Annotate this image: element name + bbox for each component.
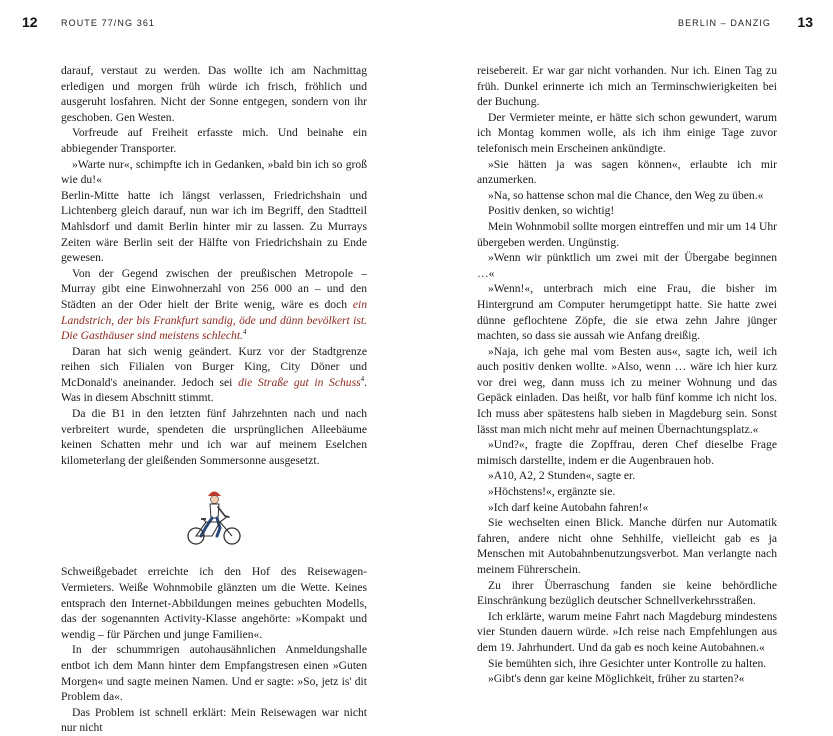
paragraph: In der schummrigen autohausähnlichen Anmeldungshalle entbot ich dem Mann hinter dem Empfangstresen einen »Guten Morgen« und sagte meinen Namen. Und er sagte: »So, jetz is' dit Problem da«.: [61, 643, 367, 704]
paragraph: »Und?«, fragte die Zopffrau, deren Chef dieselbe Frage mimisch darstellte, indem er die Augenbrauen hob.: [477, 438, 777, 467]
right-body-text: [477, 63, 777, 687]
page-number-right: 13: [797, 14, 813, 30]
paragraph: »Höchstens!«, ergänzte sie.: [488, 485, 616, 499]
paragraph: reisebereit. Er war gar nicht vorhanden. Nur ich. Einen Tag zu früh. Dunkel erinnerte ich mich an Terminschwierigkeiten bei der Buchung.: [477, 64, 777, 109]
paragraph: »Na, so hattense schon mal die Chance, den Weg zu üben.«: [488, 188, 764, 202]
left-body-text: [61, 63, 367, 736]
paragraph: Ich erklärte, warum meine Fahrt nach Magdeburg mindestens vier Stunden dauern würde. »Ich reise nach Empfehlungen aus dem 19. Jahrhundert. Und da gab es noch keine Autobahnen.«: [477, 609, 777, 654]
paragraph: Da die B1 in den letzten fünf Jahrzehnten nach und nach verbreitert wurde, spendeten die ursprünglichen Alleebäume keinen Schatten mehr und ich war auf meinem Eselchen kilometerlang der gleißenden Sommersonne ausgesetzt.: [61, 407, 367, 467]
footnote-marker: 4: [360, 375, 365, 384]
paragraph-with-quote: [61, 344, 367, 406]
paragraph: Sie wechselten einen Blick. Manche dürfen nur Automatik fahren, andere nicht ohne Sehhilfe, vielleicht gab es ja Menschen mit Autobahnbenutzungsverbot. Man verlangte nach meinem Führerschein.: [477, 516, 777, 576]
paragraph-text: Von der Gegend zwischen der preußischen Metropole – Murray gibt eine Einwohnerzahl von 256 000 an – und den Städten an der Oder hielt der Brite wenig, wäre es doch: [61, 266, 367, 311]
paragraph: »Warte nur«, schimpfte ich in Gedanken, »bald bin ich so groß wie du!«: [61, 157, 367, 187]
page-number-left: 12: [22, 14, 38, 30]
paragraph: »Wenn!«, unterbrach mich eine Frau, die bisher im Hintergrund am Computer herumgetippt hatte. Sie hatte zwei dünne geflochtene Zöpfe, die sie etwa zehn Jahre jünger machten, so dass sie aussah wie Anfang dreißig.: [477, 282, 777, 343]
paragraph-text: . Was in diesem Abschnitt stimmt.: [61, 375, 368, 405]
paragraph: Zu ihrer Überraschung fanden sie keine behördliche Einschränkung bezüglich deutscher Schnellverkehrsstraßen.: [477, 578, 777, 608]
paragraph: Das Problem ist schnell erklärt: Mein Reisewagen war nicht nur nicht: [61, 705, 367, 735]
murray-quote: ein Landstrich, der bis Frankfurt sandig, öde und dünn bevölkert ist. Die Gasthäuser sind meistens schlecht.: [61, 297, 367, 343]
paragraph: »A10, A2, 2 Stunden«, sagte er.: [488, 469, 636, 483]
paragraph: darauf, verstaut zu werden. Das wollte ich am Nachmittag erledigen und morgen früh würde ich frisch, fröhlich und ausgeruht losfahren. Nicht der Sonne entgegen, sondern von ihr geschoben. Gen Westen.: [61, 64, 367, 124]
paragraph: Sie bemühten sich, ihre Gesichter unter Kontrolle zu halten.: [488, 656, 767, 670]
paragraph: »Sie hätten ja was sagen können«, erlaubte ich mir anzumerken.: [477, 157, 777, 187]
paragraph: »Wenn wir pünktlich um zwei mit der Übergabe beginnen …«: [477, 251, 777, 280]
running-head-right: BERLIN – DANZIG: [677, 18, 771, 28]
paragraph: Mein Wohnmobil sollte morgen eintreffen und mir um 14 Uhr übergeben werden. Ungünstig.: [477, 219, 777, 249]
paragraph: »Naja, ich gehe mal vom Besten aus«, sagte ich, weil ich auch positiv denken wollte. »Also, wenn … wäre ich hier kurz vor drei weg, dann muss ich zu meiner Wohnung und das Gepäck einladen. Das heißt, vor halb fünf komme ich nicht los. Ich muss aber spätestens halb sieben in Magdeburg sein. Sonst lässt man mich nicht mehr auf meinen Übernachtungsplatz.«: [477, 344, 777, 436]
footnote-marker: 4: [242, 328, 247, 337]
running-head-left: ROUTE 77/NG 361: [61, 18, 156, 28]
paragraph: »Ich darf keine Autobahn fahren!«: [488, 500, 649, 514]
illustration: [61, 486, 367, 548]
paragraph: Berlin-Mitte hatte ich längst verlassen, Friedrichshain und Lichtenberg gleich darauf, nun war ich im Begriff, den Stadtteil Mahlsdorf und damit Berlin hinter mir zu lassen. Zu Murrays Zeiten wäre Berlin seit der Hälfte von Friedrichshain zu Ende gewesen.: [61, 188, 367, 265]
paragraph-text: Daran hat sich wenig geändert. Kurz vor der Stadtgrenze reihen sich Filialen von Burger King, City Döner und McDonald's aneinander. Jedoch sei: [61, 344, 367, 389]
paragraph: Schweißgebadet erreichte ich den Hof des Reisewagen-Vermieters. Weiße Wohnmobile glänzten um die Wette. Keines entsprach den Internet-Abbildungen meines gebuchten Modells, das der sogenannten Activity-Klasse angehörte: »Kompakt und wendig – für Pärchen und junge Familien«.: [61, 565, 367, 641]
paragraph: Vorfreude auf Freiheit erfasste mich. Und beinahe ein abbiegender Transporter.: [61, 126, 367, 155]
left-page: [0, 0, 416, 735]
paragraph: »Gibt's denn gar keine Möglichkeit, früher zu starten?«: [488, 672, 745, 686]
cyclist-icon: [184, 486, 244, 548]
paragraph: Positiv denken, so wichtig!: [488, 204, 615, 218]
paragraph-with-quote: [61, 266, 367, 344]
paragraph: Der Vermieter meinte, er hätte sich schon gewundert, warum ich Montag kommen wolle, als ich ihm einige Tage zuvor telefonisch mein Erscheinen ankündigte.: [477, 110, 777, 155]
murray-quote: die Straße gut in Schuss: [238, 375, 361, 389]
right-page: [417, 0, 833, 686]
